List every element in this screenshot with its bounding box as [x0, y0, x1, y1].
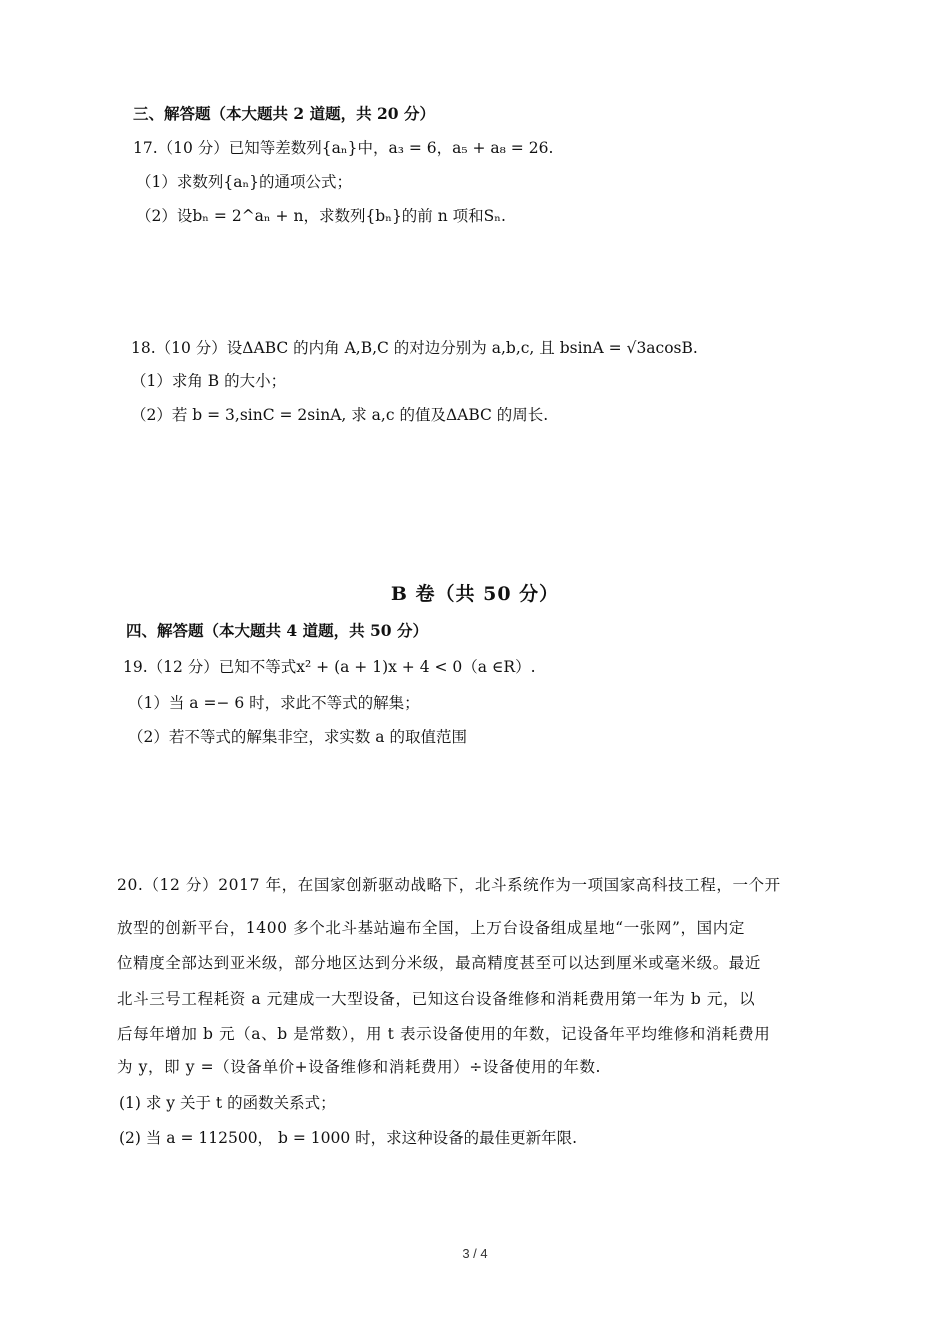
question-19-part-2: （2）若不等式的解集非空，求实数 a 的取值范围	[128, 728, 467, 746]
question-18-part-2: （2）若 b = 3,sinC = 2sinA, 求 a,c 的值及ΔABC 的周长.	[131, 406, 549, 424]
volume-b-title: B 卷（共 50 分）	[390, 583, 560, 605]
section-heading-4: 四、解答题（本大题共 4 道题，共 50 分）	[126, 621, 428, 640]
question-20-part-2: (2) 当 a = 112500， b = 1000 时，求这种设备的最佳更新年限.	[119, 1129, 578, 1147]
question-17-part-2: （2）设bₙ = 2^aₙ + n，求数列{bₙ}的前 n 项和Sₙ.	[136, 207, 506, 225]
question-20-line-1: 20.（12 分）2017 年，在国家创新驱动战略下，北斗系统作为一项国家高科技工程，一个开	[117, 876, 781, 894]
section-heading-3: 三、解答题（本大题共 2 道题，共 20 分）	[133, 104, 435, 123]
question-19-stem: 19.（12 分）已知不等式x² + (a + 1)x + 4 < 0（a ∈R）.	[123, 658, 536, 676]
question-17-part-1: （1）求数列{aₙ}的通项公式；	[136, 173, 353, 191]
question-20-part-1: (1) 求 y 关于 t 的函数关系式；	[119, 1094, 336, 1112]
page-number: 3 / 4	[462, 1246, 488, 1261]
question-20-line-5: 后每年增加 b 元（a、b 是常数），用 t 表示设备使用的年数，记设备年平均维修和消耗费用	[117, 1025, 771, 1043]
question-20-line-3: 位精度全部达到亚米级，部分地区达到分米级，最高精度甚至可以达到厘米或毫米级。最近	[117, 954, 762, 972]
question-20-line-2: 放型的创新平台，1400 多个北斗基站遍布全国，上万台设备组成星地“一张网”，国内定	[117, 919, 745, 937]
question-18-stem: 18.（10 分）设ΔABC 的内角 A,B,C 的对边分别为 a,b,c, 且 bsinA = √3acosB.	[131, 339, 698, 357]
question-18-part-1: （1）求角 B 的大小；	[131, 372, 287, 390]
question-17-stem: 17.（10 分）已知等差数列{aₙ}中，a₃ = 6，a₅ + a₈ = 26.	[133, 139, 554, 157]
question-19-part-1: （1）当 a =− 6 时，求此不等式的解集；	[128, 694, 420, 712]
question-20-line-4: 北斗三号工程耗资 a 元建成一大型设备，已知这台设备维修和消耗费用第一年为 b 元，以	[117, 990, 756, 1008]
question-20-line-6: 为 y，即 y =（设备单价+设备维修和消耗费用）÷设备使用的年数.	[117, 1058, 602, 1076]
